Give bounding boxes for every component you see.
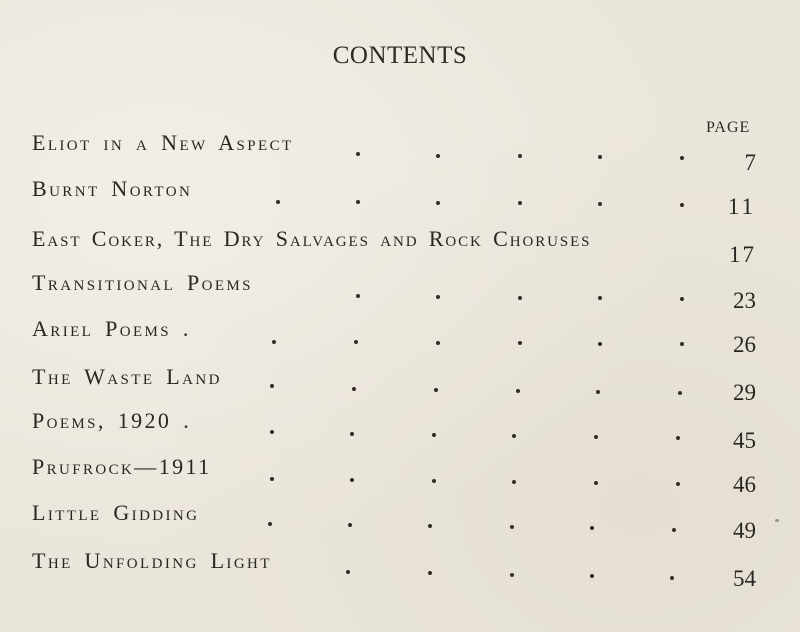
toc-entry-page: 45 xyxy=(733,428,756,453)
toc-entry-title: Eliot in a New Aspect xyxy=(32,130,294,155)
toc-entry xyxy=(0,226,800,266)
toc-entry xyxy=(0,364,800,404)
toc-entry xyxy=(0,316,800,356)
toc-entry-page: 49 xyxy=(733,518,756,543)
page-column-label: PAGE xyxy=(706,119,751,136)
toc-entry xyxy=(0,500,800,543)
toc-entry-page: 26 xyxy=(733,332,756,357)
toc-entry-title: The Waste Land xyxy=(32,364,222,389)
toc-entry-title: Little Gidding xyxy=(32,500,200,525)
toc-entry-title: Burnt Norton xyxy=(32,176,193,201)
toc-entry-page: 54 xyxy=(733,566,756,591)
toc-entry xyxy=(0,454,800,497)
toc-entry xyxy=(0,176,800,219)
toc-entry-page: 46 xyxy=(733,472,756,497)
toc-entry-page: 11 xyxy=(727,194,756,219)
toc-entry-title: East Coker, The Dry Salvages and Rock Choruses xyxy=(32,226,592,251)
toc-entry-page: 23 xyxy=(733,288,756,313)
toc-entry-title: Prufrock—1911 xyxy=(32,454,212,479)
toc-entry-page: 17 xyxy=(729,242,756,267)
toc-entry-page: 29 xyxy=(733,380,756,405)
toc-entry xyxy=(0,130,800,175)
paper-speck xyxy=(775,519,779,522)
toc-entry-title: Transitional Poems xyxy=(32,270,253,295)
toc-entry xyxy=(0,548,800,591)
toc-entry xyxy=(0,270,800,313)
toc-entry-page: 7 xyxy=(744,150,756,175)
contents-heading: CONTENTS xyxy=(332,42,468,69)
toc-entry-title: Poems, 1920 . xyxy=(32,408,192,433)
toc-entry xyxy=(0,408,800,453)
toc-entry-title: Ariel Poems . xyxy=(32,316,191,341)
toc-entry-title: The Unfolding Light xyxy=(32,548,272,573)
